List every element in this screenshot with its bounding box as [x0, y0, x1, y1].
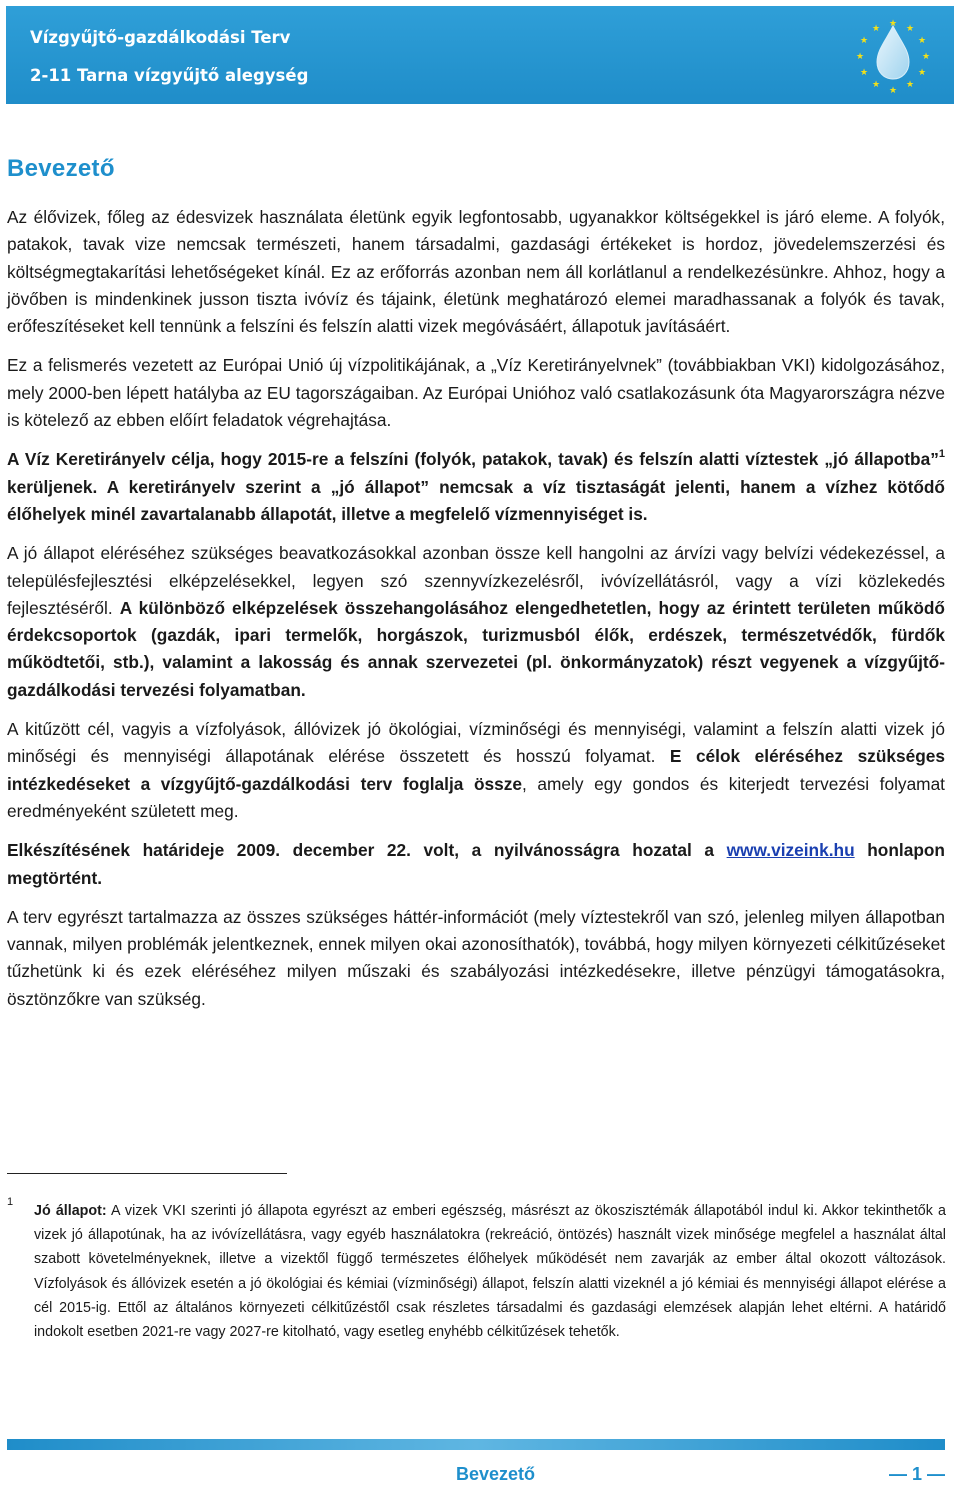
footnote-term: Jó állapot: — [34, 1203, 107, 1219]
plan-text-a: A kitűzött cél, vagyis a vízfolyások, állóvizek jó ökológiai, vízminőségi és mennyiségi, valamint a felszín alatti vizek jó minőségi és mennyiségi állapotának elérése összetett és hosszú folyamat. — [7, 719, 945, 767]
svg-text:★: ★ — [905, 80, 915, 90]
svg-text:★: ★ — [859, 36, 869, 46]
svg-text:★: ★ — [871, 80, 881, 90]
svg-text:★: ★ — [871, 24, 881, 34]
paragraph-vki: Ez a felismerés vezetett az Európai Unió új vízpolitikájának, a „Víz Keretirányelvnek” (továbbiakban VKI) kidolgozásához, mely 2000-ben lépett hatályba az EU tagországaiban. Az Európai Unióhoz való csatlakozásunk óta Magyarországra nézve is kötelező az ebben előírt feladatok végrehajtása. — [7, 355, 945, 431]
footnote-body: A vizek VKI szerinti jó állapota egyrészt az emberi egészség, másrészt az ökoszisztémák állapotából indul ki. Akkor tekinthetők a vizek jó állapotúnak, ha az ivóvízellátásra, vagy egyéb használatokra (rekreáció, öntözés) használt vizek minősége megfelel a használat által szabott követelményeknek, illetve a vizektől függő természetes élőhelyek működését nem zavarják az ember által okozott változások. Vízfolyások és állóvizek esetén a jó ökológiai és kémiai (vízminőségi) állapot, felszín alatti vizeknél a jó kémiai és mennyiségi állapot elérése a cél 2015-ig. Ettől az általános környezeti célkitűzéstől csak részletes társadalmi és gazdasági elemzések alapján lehet eltérni. A határidő indokolt esetben 2021-re vagy 2027-re kitolható, vagy esetleg enyhébb célkitűzések tehetők. — [34, 1203, 946, 1341]
vizeink-link[interactable]: www.vizeink.hu — [726, 840, 855, 861]
main-content — [7, 204, 945, 1025]
coordination-text-b: A különböző elképzelések összehangolásához elengedhetetlen, hogy az érintett területen működő érdekcsoportok (gazdák, ipari termelők, horgászok, turizmusból élők, erdészek, természetvédők, fürdők működtetői, stb.), valamint a lakosság és annak szervezetei (pl. önkormányzatok) részt vegyenek a vízgyűjtő-gazdálkodási tervezési folyamatban. — [7, 597, 945, 700]
svg-text:★: ★ — [855, 52, 865, 62]
plan-text-c: , amely egy gondos és kiterjedt tervezési folyamat eredményeként született meg. — [7, 773, 945, 821]
header-subtitle: 2-11 Tarna vízgyűjtő alegység — [30, 66, 309, 85]
footnote-number: 1 — [7, 1196, 14, 1208]
footer-divider — [7, 1439, 945, 1450]
paragraph-plan — [7, 716, 945, 825]
paragraph-contents: A terv egyrészt tartalmazza az összes szükséges háttér-információt (mely víztestekről van szó, jelenleg milyen állapotban vannak, milyen problémák jelentkeznek, ennek milyen okai azonosíthatók), továbbá, hogy milyen környezeti célkitűzéseket tűzhetünk ki és ezek eléréséhez milyen műszaki és szabályozási intézkedésekre, illetve pénzügyi támogatásokra, ösztönzőkre van szükség. — [7, 906, 945, 1009]
section-title: Bevezető — [7, 155, 115, 182]
svg-text:★: ★ — [888, 86, 898, 96]
footnote-divider — [7, 1173, 287, 1174]
svg-text:★: ★ — [905, 24, 915, 34]
deadline-text-a: Elkészítésének határideje 2009. december 22. volt, a nyilvánosságra hozatal a — [7, 840, 727, 861]
goal-text-b: kerüljenek. A keretirányelv szerint a „jó állapot” nemcsak a víz tisztaságát jelenti, hanem a vízhez kötődő élőhelyek minél zavartalanabb állapotát, illetve a megfelelő vízmennyiséget is. — [7, 476, 945, 524]
paragraph-intro: Az élővizek, főleg az édesvizek használata életünk egyik legfontosabb, ugyanakkor költségekkel is járó eleme. A folyók, patakok, tavak vize nemcsak természeti, hanem társadalmi, gazdasági értékeket is hordoz, jövedelemszerzési és költségmegtakarítási lehetőségeket kínál. Ez az erőforrás azonban nem áll korlátlanul a rendelkezésünkre. Ahhoz, hogy a jövőben is mindenkinek jusson tiszta ivóvíz és tájaink, életünk meghatározó elemei maradhassanak a folyók és tavak, erőfeszítéseket kell tennünk a felszíni és felszín alatti vizek megóvásáért, állapotuk javításáért. — [7, 207, 945, 337]
page-number: — 1 — — [888, 1464, 945, 1484]
paragraph-goal — [7, 446, 945, 528]
paragraph-coordination — [7, 540, 945, 704]
header-title: Vízgyűjtő-gazdálkodási Terv — [30, 28, 291, 47]
footer-title: Bevezető — [456, 1464, 536, 1484]
goal-text-a: A Víz Keretirányelv célja, hogy 2015-re a felszíni (folyók, patakok, tavak) és felszín alatti víztestek „jó állapotba” — [7, 449, 939, 470]
footnote-ref[interactable]: 1 — [938, 447, 945, 460]
document-header — [6, 6, 954, 104]
coordination-text-a: A jó állapot eléréséhez szükséges beavatkozásokkal azonban össze kell hangolni az árvízi vagy belvízi védekezéssel, a településfejlesztési elképzelésekkel, legyen szó szennyvízkezelésről, ivóvízellátásról, vagy a vízi közlekedés fejlesztéséről. — [7, 543, 945, 618]
svg-text:★: ★ — [921, 52, 931, 62]
plan-text-b: E célok eléréséhez szükséges intézkedéseket a vízgyűjtő-gazdálkodási terv foglalja össze — [7, 746, 945, 794]
svg-text:★: ★ — [888, 19, 898, 29]
svg-text:★: ★ — [917, 36, 927, 46]
svg-text:★: ★ — [917, 68, 927, 78]
deadline-text-b: honlapon megtörtént. — [7, 840, 945, 888]
eu-stars-water-drop-logo-icon — [850, 12, 936, 98]
paragraph-deadline — [7, 837, 945, 892]
svg-text:★: ★ — [859, 68, 869, 78]
footnote-text — [34, 1199, 946, 1344]
